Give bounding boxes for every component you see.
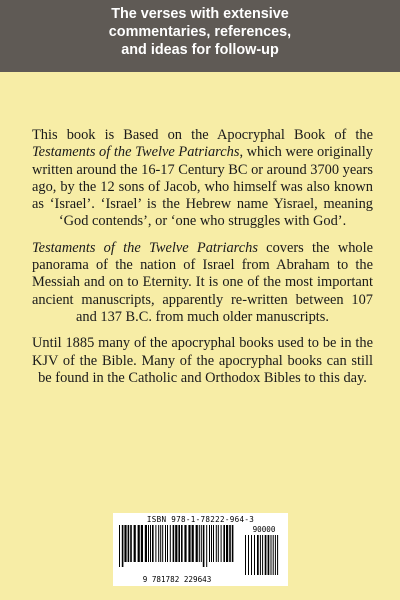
addon-bar <box>265 535 267 575</box>
paragraph-1-intro: This book is Based on the Apocryphal Book of the <box>32 127 373 143</box>
barcode-bar <box>170 525 171 562</box>
book-title-italic: Testaments of the Twelve Patriarchs <box>32 144 240 161</box>
barcode-bar <box>206 525 207 567</box>
barcode-bar <box>173 525 175 562</box>
barcode-bar <box>167 525 168 562</box>
barcode-bar <box>211 525 212 562</box>
barcode-bar <box>184 525 186 562</box>
barcode-bar <box>145 525 147 562</box>
addon-bar <box>251 535 252 575</box>
barcode-bar <box>232 525 234 562</box>
barcode-bar <box>199 525 200 562</box>
barcode-bar <box>196 525 198 562</box>
barcode-bar <box>223 525 225 562</box>
title-banner <box>0 0 400 72</box>
description-text <box>32 127 373 396</box>
barcode-bar <box>128 525 130 562</box>
addon-bar <box>245 535 246 575</box>
banner-line-2: commentaries, references, <box>108 24 292 40</box>
barcode-bar <box>192 525 194 562</box>
barcode-bar <box>162 525 163 562</box>
price-code: 90000 <box>252 525 276 534</box>
barcode-bar <box>229 525 231 562</box>
banner-line-1: The verses with extensive <box>111 6 289 22</box>
barcode-bar <box>203 525 205 567</box>
barcode-bar <box>221 525 222 562</box>
isbn-barcode <box>113 513 288 586</box>
paragraph-1-body: , which were originally written around the 16-17 Century BC or around 3700 years ago, by the 12 sons of Jacob, who himself was also known as ‘Israel’. ‘Israel’ is the Hebrew name Yisrael, meaning ‘God contends’, or ‘one who struggles with God’. <box>32 144 373 230</box>
addon-bar <box>273 535 274 575</box>
barcode-bar <box>226 525 228 562</box>
addon-bar <box>248 535 249 575</box>
barcode-number: 9 781782 229643 <box>142 575 212 584</box>
paragraph-1 <box>32 127 373 231</box>
barcode-bar <box>152 525 154 562</box>
addon-bar <box>277 535 278 575</box>
barcode-bar <box>213 525 214 562</box>
addon-bar <box>257 535 259 575</box>
paragraph-2-body: covers the whole panorama of the nation of Israel from Abraham to the Messiah and on to Eternity. It is one of the most important ancient manuscripts, apparently re-written between 107 and 137 B.C. from much older manuscripts. <box>32 239 373 325</box>
barcode-bar <box>216 525 217 562</box>
isbn-label: ISBN 978-1-78222-964-3 <box>146 515 255 524</box>
barcode-bar <box>209 525 210 562</box>
barcode-bar <box>181 525 183 562</box>
barcode-bar <box>150 525 151 562</box>
barcode-bar <box>138 525 140 562</box>
banner-line-3: and ideas for follow-up <box>121 42 279 58</box>
addon-bar <box>260 535 261 575</box>
barcode-bar <box>124 525 126 562</box>
barcode-bar <box>119 525 120 567</box>
barcode-bar <box>130 525 132 562</box>
barcode-bar <box>201 525 202 562</box>
barcode-bar <box>175 525 177 562</box>
barcode-bar <box>188 525 190 562</box>
addon-bar <box>268 535 270 575</box>
barcode-bar <box>218 525 219 562</box>
addon-bar <box>271 535 272 575</box>
paragraph-3: Until 1885 many of the apocryphal books used to be in the KJV of the Bible. Many of the apocryphal books can still be found in the Catholic and Orthodox Bibles to this day. <box>32 335 373 386</box>
barcode-bar <box>165 525 166 562</box>
addon-bar <box>275 535 276 575</box>
barcode-bar <box>148 525 149 562</box>
barcode-bar <box>160 525 161 562</box>
barcode-bar <box>134 525 136 562</box>
barcode-bar <box>155 525 156 562</box>
addon-bar <box>262 535 263 575</box>
barcode-bar <box>178 525 180 562</box>
book-title-italic-2: Testaments of the Twelve Patriarchs <box>32 239 258 256</box>
barcode-bar <box>141 525 143 562</box>
barcode-bar <box>158 525 159 562</box>
barcode-bar <box>122 525 124 567</box>
paragraph-2 <box>32 240 373 326</box>
addon-bar <box>254 535 255 575</box>
